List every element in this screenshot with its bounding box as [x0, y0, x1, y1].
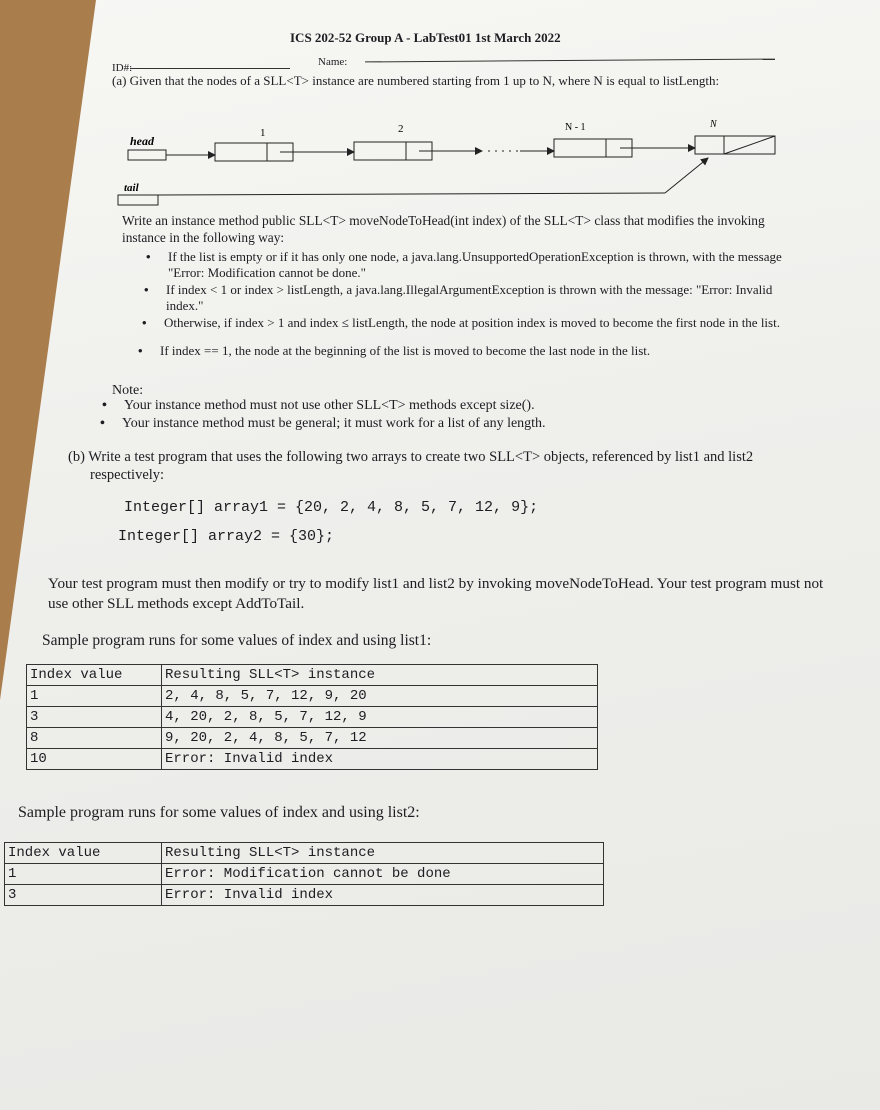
node-n-minus-1	[554, 122, 632, 157]
table-cell: Error: Invalid index	[162, 885, 604, 906]
tail-box	[118, 195, 158, 205]
node-1-label: 1	[260, 127, 266, 139]
table-cell: 9, 20, 2, 4, 8, 5, 7, 12	[162, 728, 598, 749]
table-row	[27, 707, 598, 728]
node-n-label: N	[710, 119, 717, 130]
node-1	[215, 127, 293, 161]
table-header-row	[5, 843, 604, 864]
note-item-2: • Your instance method must be general; it must work for a list of any length.	[100, 416, 546, 431]
tail-line	[158, 193, 665, 195]
table-cell: 8	[27, 728, 162, 749]
table-row	[5, 885, 604, 906]
head-label	[130, 134, 155, 148]
tail-arrow	[665, 158, 708, 193]
test-program-paragraph: Your test program must then modify or try to modify list1 and list2 by invoking moveNodeToHead. Your test program must not use other SLL methods except AddToTail.	[48, 575, 824, 612]
sll-diagram	[110, 110, 790, 220]
part-a-intro: (a) Given that the nodes of a SLL<T> instance are numbered starting from 1 up to N, where N is equal to listLength:	[112, 73, 720, 88]
node-n-minus-1-label: N - 1	[565, 122, 586, 133]
code-array1: Integer[] array1 = {20, 2, 4, 8, 5, 7, 12, 9};	[124, 499, 539, 516]
table-header-row	[27, 665, 598, 686]
table-cell: 4, 20, 2, 8, 5, 7, 12, 9	[162, 707, 598, 728]
table-row	[5, 864, 604, 885]
node-2-label: 2	[398, 123, 404, 135]
table-header-cell: Index value	[27, 665, 162, 686]
table-cell: Error: Modification cannot be done	[162, 864, 604, 885]
sample-caption-list1: Sample program runs for some values of index and using list1:	[42, 632, 432, 649]
table-row	[27, 749, 598, 770]
id-label: ID#:	[112, 62, 133, 74]
sample-caption-list2: Sample program runs for some values of index and using list2:	[18, 804, 420, 821]
table-row	[27, 728, 598, 749]
table-header-cell: Resulting SLL<T> instance	[162, 665, 598, 686]
method-instruction: Write an instance method public SLL<T> moveNodeToHead(int index) of the SLL<T> class that modifies the invoking instance in the following way:	[122, 213, 765, 245]
name-label: Name:	[318, 56, 348, 68]
head-box	[128, 150, 166, 160]
table-header-cell: Index value	[5, 843, 162, 864]
table-cell: Error: Invalid index	[162, 749, 598, 770]
svg-text:head: head	[130, 134, 154, 148]
table-cell: 1	[27, 686, 162, 707]
results-table-list1	[26, 664, 598, 770]
bullet-item-2: • If index < 1 or index > listLength, a java.lang.IllegalArgumentException is thrown with the message: "Error: Invalid index."	[144, 282, 773, 313]
table-cell: 3	[27, 707, 162, 728]
note-item-1: • Your instance method must not use other SLL<T> methods except size().	[102, 398, 535, 413]
id-line	[130, 68, 290, 69]
table-cell: 3	[5, 885, 162, 906]
bullet-item-1: • If the list is empty or if it has only one node, a java.lang.UnsupportedOperationException is thrown, with the message "Error: Modification cannot be done."	[146, 249, 782, 280]
code-array2: Integer[] array2 = {30};	[118, 528, 335, 545]
table-cell: 2, 4, 8, 5, 7, 12, 9, 20	[162, 686, 598, 707]
tail-label	[124, 182, 140, 194]
node-2	[354, 123, 432, 160]
results-table-list2	[4, 842, 604, 906]
svg-text:tail: tail	[124, 182, 139, 194]
exam-title: ICS 202-52 Group A - LabTest01 1st March 2022	[290, 30, 561, 45]
table-cell: 10	[27, 749, 162, 770]
node-n	[695, 119, 775, 154]
part-b-intro: (b) Write a test program that uses the following two arrays to create two SLL<T> objects, referenced by list1 and list2 respectively:	[68, 449, 754, 483]
table-header-cell: Resulting SLL<T> instance	[162, 843, 604, 864]
table-cell: 1	[5, 864, 162, 885]
bullet-item-4: • If index == 1, the node at the beginning of the list is moved to become the last node in the list.	[138, 343, 651, 358]
bullet-item-3: • Otherwise, if index > 1 and index ≤ listLength, the node at position index is moved to become the first node in the list.	[142, 315, 780, 330]
table-row	[27, 686, 598, 707]
note-title: Note:	[112, 383, 144, 398]
